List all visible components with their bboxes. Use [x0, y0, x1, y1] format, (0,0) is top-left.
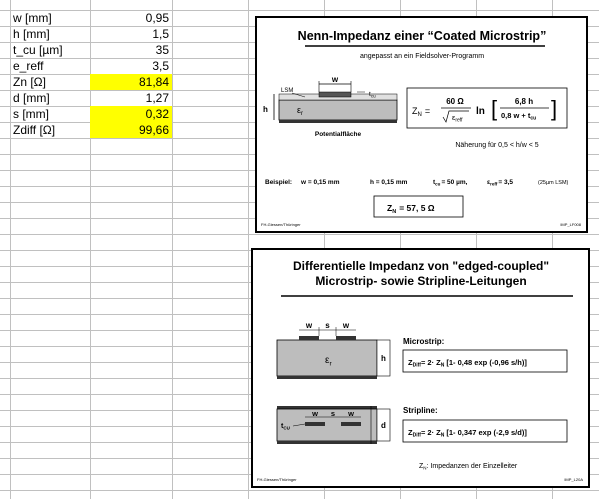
slide2-note: $Z_N$: Impedanzen der Einzelleiter — [419, 463, 518, 471]
example-h: h = 0,15 mm — [370, 179, 408, 186]
stripline-ground-top — [277, 406, 377, 409]
formula-log-numerator: 6,8 h — [514, 97, 534, 106]
slide2-footer-left: FH-Giessen/Thüringer — [257, 477, 297, 482]
microstrip-diagram — [277, 321, 390, 379]
micro-w1-label: w — [305, 321, 313, 330]
formula-zn: $Z_N$ = — [412, 106, 431, 118]
cell-label-w[interactable]: w [mm] — [13, 11, 52, 25]
trace-conductor — [319, 92, 351, 97]
formula-numerator: 60 Ω — [446, 97, 464, 106]
diagram-w-label: w — [331, 75, 339, 84]
micro-er-label: $\varepsilon_r$ — [325, 355, 332, 368]
slide1-subtitle: angepasst an ein Fieldsolver-Programm — [359, 53, 485, 60]
diagram-lsm-label: LSM — [281, 88, 294, 94]
slide1-footer-right: IMP_LF008 — [560, 222, 581, 227]
slide-differential-impedance[interactable] — [251, 248, 590, 488]
stripline-substrate — [277, 409, 377, 441]
cell-value-s[interactable]: 0,32 — [90, 106, 172, 122]
formula-bracket-left: [ — [491, 96, 498, 121]
slide2-title-line1: Differentielle Impedanz von "edged-coupled" — [292, 259, 550, 273]
stripline-formula: $Z_{Diff}= 2\cdot Z_N$ [1- 0,347 exp (-2,9 s/d)] — [408, 428, 527, 439]
strip-w1-label: w — [312, 409, 318, 418]
example-label: Beispiel: — [265, 179, 293, 186]
example-t: $t_{cu}= 50$ µm, — [433, 179, 468, 187]
example-w: w = 0,15 mm — [301, 179, 340, 186]
microstrip-ground — [277, 376, 377, 379]
cell-label-zdiff[interactable]: Zdiff [Ω] — [13, 123, 56, 137]
formula-bracket-right: ] — [551, 96, 558, 121]
strip-d-label: d — [381, 421, 386, 430]
example-e: $\varepsilon_{reff}= 3,5$ — [487, 179, 513, 187]
stripline-trace-right — [341, 422, 361, 426]
slide1-example — [265, 179, 569, 187]
stripline-heading: Stripline: — [403, 406, 438, 415]
cell-label-zn[interactable]: Zn [Ω] — [13, 75, 46, 89]
formula-denominator: $\varepsilon_{reff}$ — [452, 113, 463, 124]
example-note: (25µm LSM) — [538, 180, 569, 186]
slide-coated-microstrip[interactable] — [255, 16, 588, 233]
micro-s-label: s — [325, 321, 330, 330]
cell-value-d[interactable]: 1,27 — [145, 91, 169, 105]
cell-label-s[interactable]: s [mm] — [13, 107, 49, 121]
strip-tcu-label: $t_{CU}$ — [281, 423, 290, 431]
cell-value-tcu[interactable]: 35 — [155, 43, 169, 57]
cell-value-zdiff[interactable]: 99,66 — [90, 122, 172, 138]
cell-value-zn[interactable]: 81,84 — [90, 74, 172, 90]
coated-microstrip-diagram — [263, 75, 397, 138]
microstrip-trace-left — [299, 336, 319, 340]
slide1-title: Nenn-Impedanz einer “Coated Microstrip” — [297, 29, 547, 43]
microstrip-trace-right — [336, 336, 356, 340]
cell-label-tcu[interactable]: t_cu [µm] — [13, 43, 63, 57]
ground-plane — [279, 120, 397, 123]
cell-label-d[interactable]: d [mm] — [13, 91, 50, 105]
cell-value-ereff[interactable]: 3,5 — [152, 59, 169, 73]
slide1-result: $Z_N = 57$, 5 Ω — [387, 203, 435, 215]
cell-label-ereff[interactable]: e_reff — [13, 59, 44, 73]
cell-label-h[interactable]: h [mm] — [13, 27, 50, 41]
diagram-ground-label: Potentialfläche — [314, 131, 362, 138]
micro-h-label: h — [381, 354, 386, 363]
microstrip-heading: Microstrip: — [403, 337, 445, 346]
cell-value-w[interactable]: 0,95 — [145, 11, 169, 25]
slide2-footer-right: IMP_L20A — [564, 477, 583, 482]
strip-w2-label: w — [348, 409, 354, 418]
microstrip-formula: $Z_{Diff}= 2\cdot Z_N$ [1- 0,48 exp (-0,96 s/h)] — [408, 358, 527, 369]
stripline-diagram — [277, 406, 390, 444]
slide1-footer-left: FH-Giessen/Thüringer — [261, 222, 301, 227]
stripline-trace-left — [305, 422, 325, 426]
formula-ln: ln — [476, 106, 485, 117]
impedance-formula — [407, 88, 567, 128]
diagram-h-label: h — [263, 105, 268, 114]
diagram-er-label: $\varepsilon_r$ — [297, 105, 304, 117]
micro-w2-label: w — [342, 321, 350, 330]
strip-s-label: s — [330, 409, 336, 418]
diagram-tcu-label: $t_{cu}$ — [369, 91, 376, 99]
formula-log-denominator: 0,8 $w + t_{cu}$ — [501, 111, 537, 122]
slide2-title-line2: Microstrip- sowie Stripline-Leitungen — [315, 274, 527, 288]
stripline-ground-bottom — [277, 441, 377, 444]
slide1-approx: Näherung für 0,5 < h/w < 5 — [455, 142, 539, 149]
cell-value-h[interactable]: 1,5 — [152, 27, 169, 41]
